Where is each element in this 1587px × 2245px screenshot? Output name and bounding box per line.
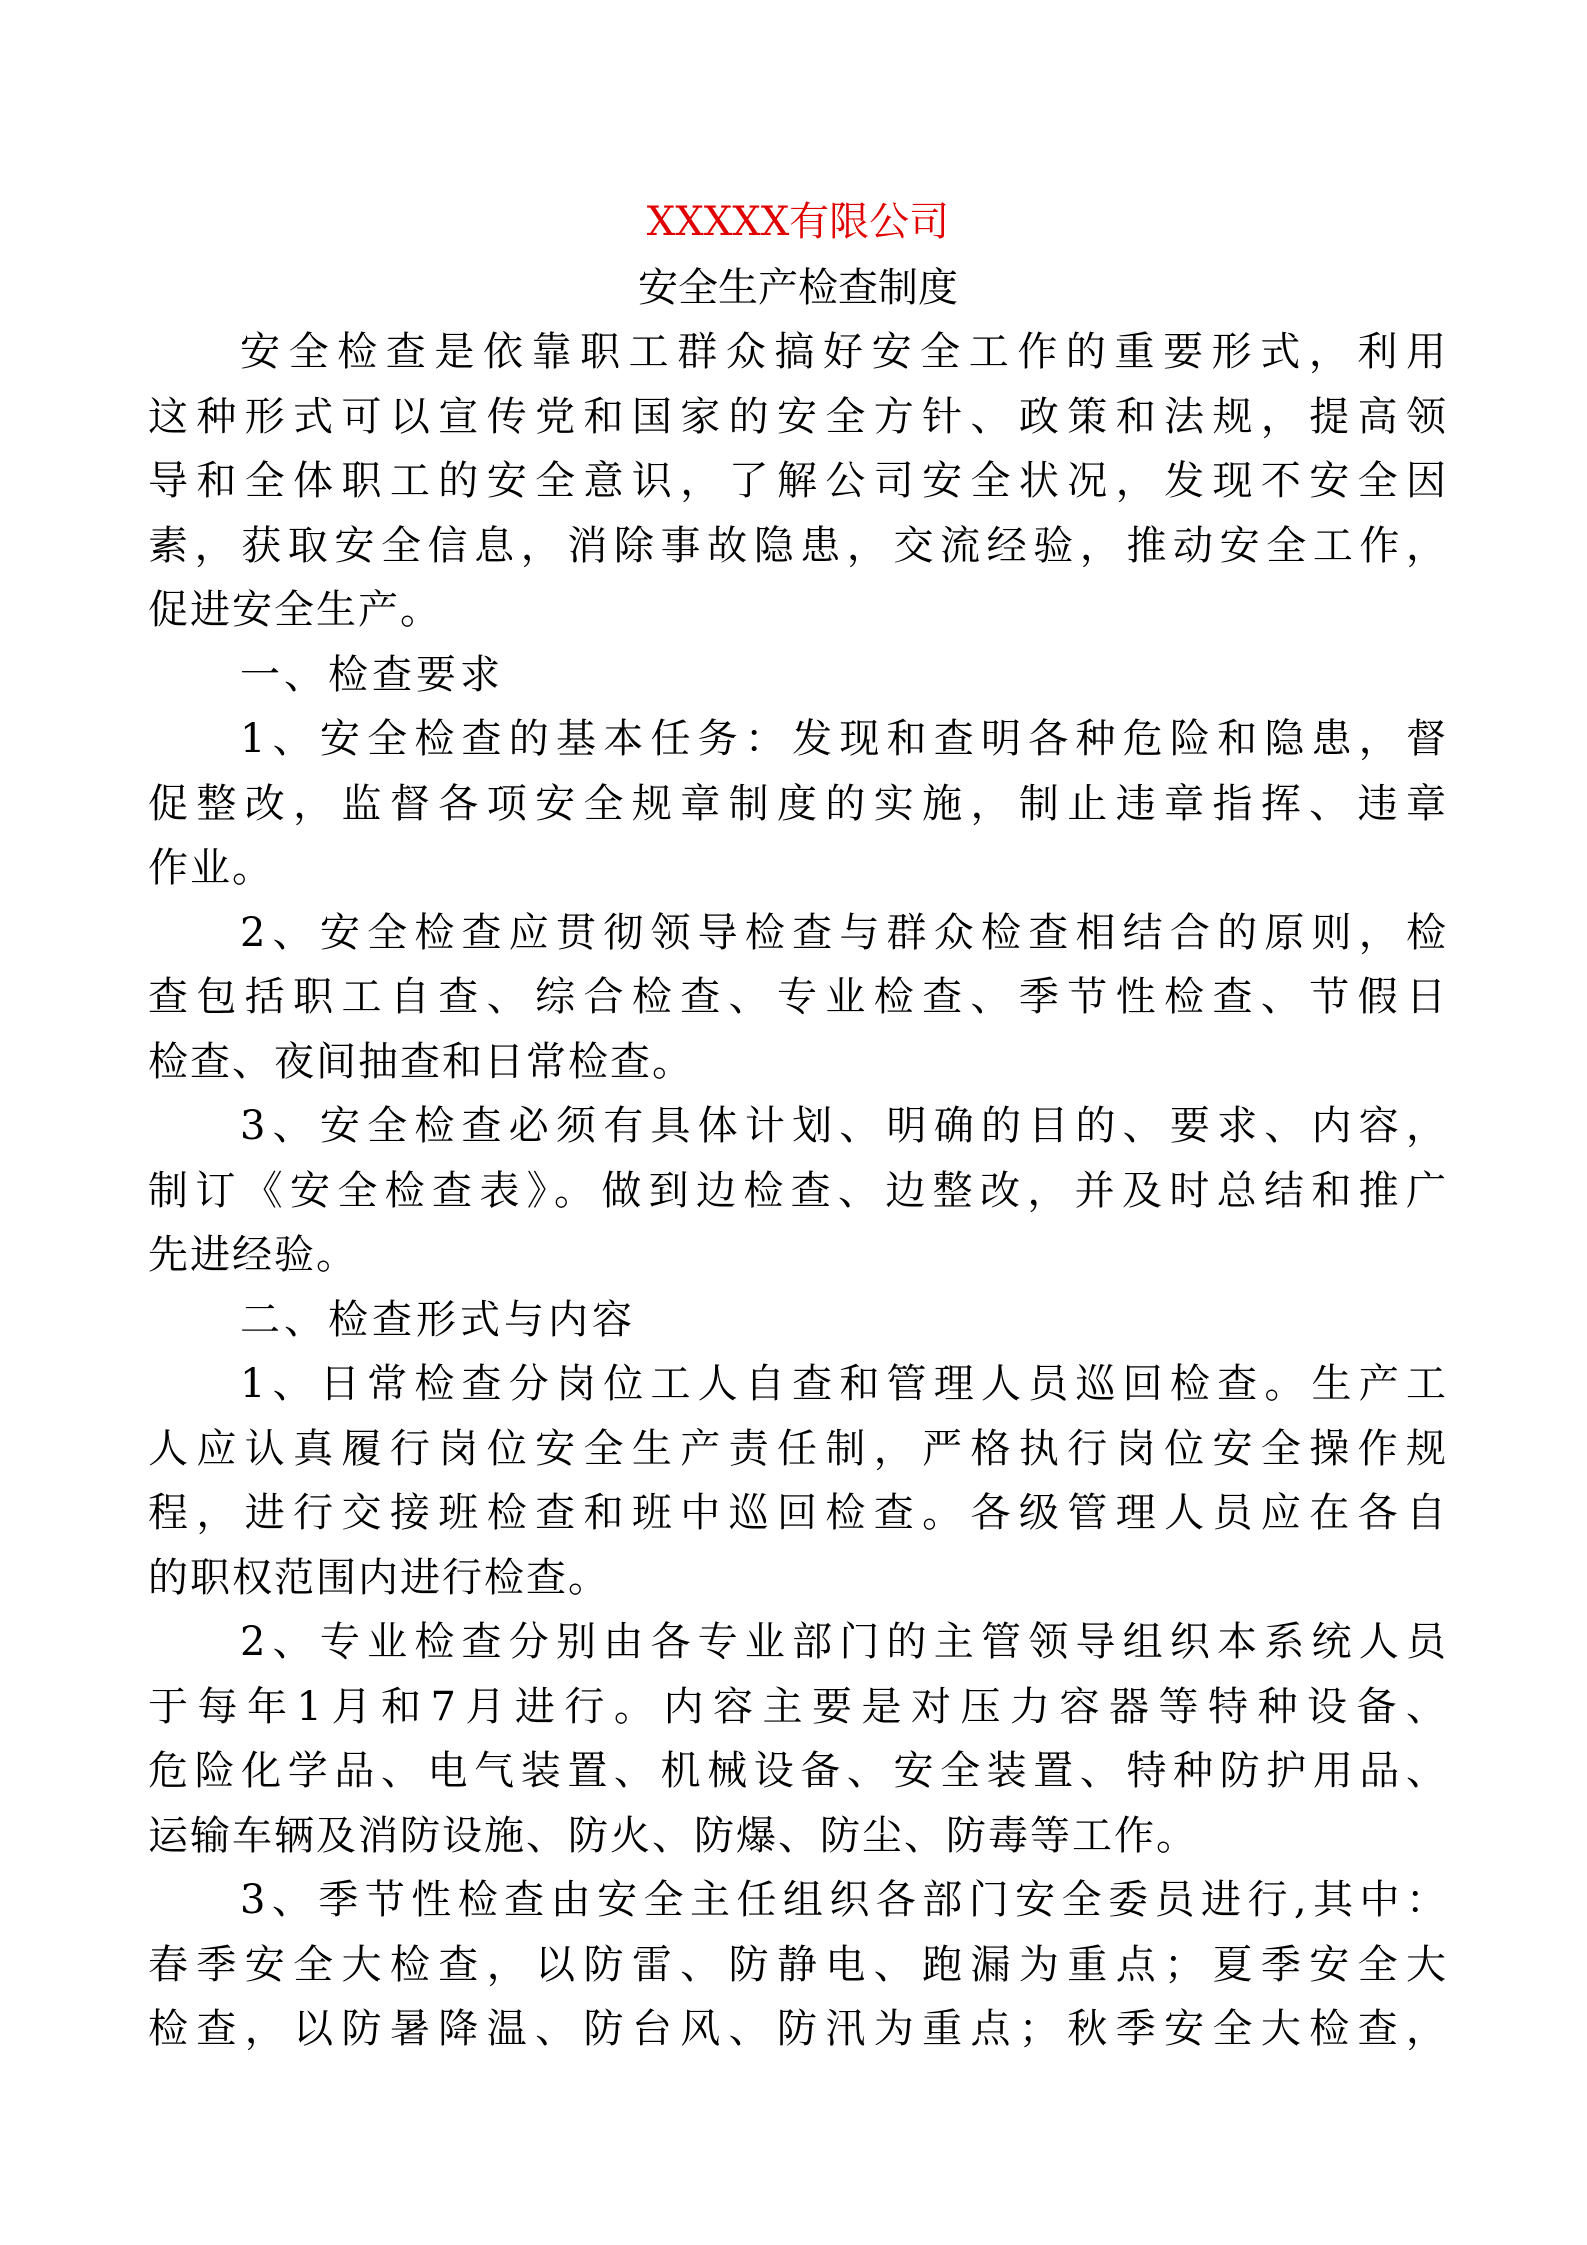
text-line: 春季安全大检查，以防雷、防静电、跑漏为重点；夏季安全大 xyxy=(148,1941,1448,1988)
text-line: 人应认真履行岗位安全生产责任制，严格执行岗位安全操作规 xyxy=(148,1425,1448,1472)
text-line: 1、安全检查的基本任务：发现和查明各种危险和隐患，督 xyxy=(240,716,1448,762)
text-line: 程，进行交接班检查和班中巡回检查。各级管理人员应在各自 xyxy=(148,1490,1448,1536)
text-line: 检查、夜间抽查和日常检查。 xyxy=(148,1038,694,1085)
text-line: 运输车辆及消防设施、防火、防爆、防尘、防毒等工作。 xyxy=(148,1812,1198,1859)
text-line: 这种形式可以宣传党和国家的安全方针、政策和法规，提高领 xyxy=(148,393,1448,440)
text-line: 先进经验。 xyxy=(148,1232,358,1278)
text-line: 制订《安全检查表》。做到边检查、边整改，并及时总结和推广 xyxy=(148,1167,1448,1214)
text-line: 检查，以防暑降温、防台风、防汛为重点；秋季安全大检查， xyxy=(148,2006,1448,2052)
text-line: 查包括职工自查、综合检查、专业检查、季节性检查、节假日 xyxy=(148,974,1448,1020)
text-line: 3、安全检查必须有具体计划、明确的目的、要求、内容， xyxy=(240,1103,1448,1149)
text-line: 2、安全检查应贯彻领导检查与群众检查相结合的原则，检 xyxy=(240,909,1448,956)
document-page xyxy=(148,188,1448,2062)
text-line: 于每年1月和7月进行。内容主要是对压力容器等特种设备、 xyxy=(148,1683,1448,1730)
text-line: 导和全体职工的安全意识，了解公司安全状况，发现不安全因 xyxy=(148,458,1448,504)
document-title: 安全生产检查制度 xyxy=(638,265,958,311)
text-line: 危险化学品、电气装置、机械设备、安全装置、特种防护用品、 xyxy=(148,1748,1448,1794)
section-heading: 一、检查要求 xyxy=(240,651,504,698)
text-line: 的职权范围内进行检查。 xyxy=(148,1554,610,1601)
text-line: 素，获取安全信息，消除事故隐患，交流经验，推动安全工作， xyxy=(148,522,1448,569)
text-line: 安全检查是依靠职工群众搞好安全工作的重要形式，利用 xyxy=(240,329,1448,375)
company-name: XXXXX有限公司 xyxy=(646,199,950,245)
text-line: 促进安全生产。 xyxy=(148,587,442,633)
text-line: 2、专业检查分别由各专业部门的主管领导组织本系统人员 xyxy=(240,1619,1448,1665)
text-line: 作业。 xyxy=(148,845,274,891)
text-line: 3、季节性检查由安全主任组织各部门安全委员进行,其中： xyxy=(240,1877,1448,1923)
text-line: 促整改，监督各项安全规章制度的实施，制止违章指挥、违章 xyxy=(148,780,1448,827)
text-line: 1、日常检查分岗位工人自查和管理人员巡回检查。生产工 xyxy=(240,1361,1448,1407)
document-body xyxy=(148,320,1448,2062)
section-heading: 二、检查形式与内容 xyxy=(240,1296,636,1343)
